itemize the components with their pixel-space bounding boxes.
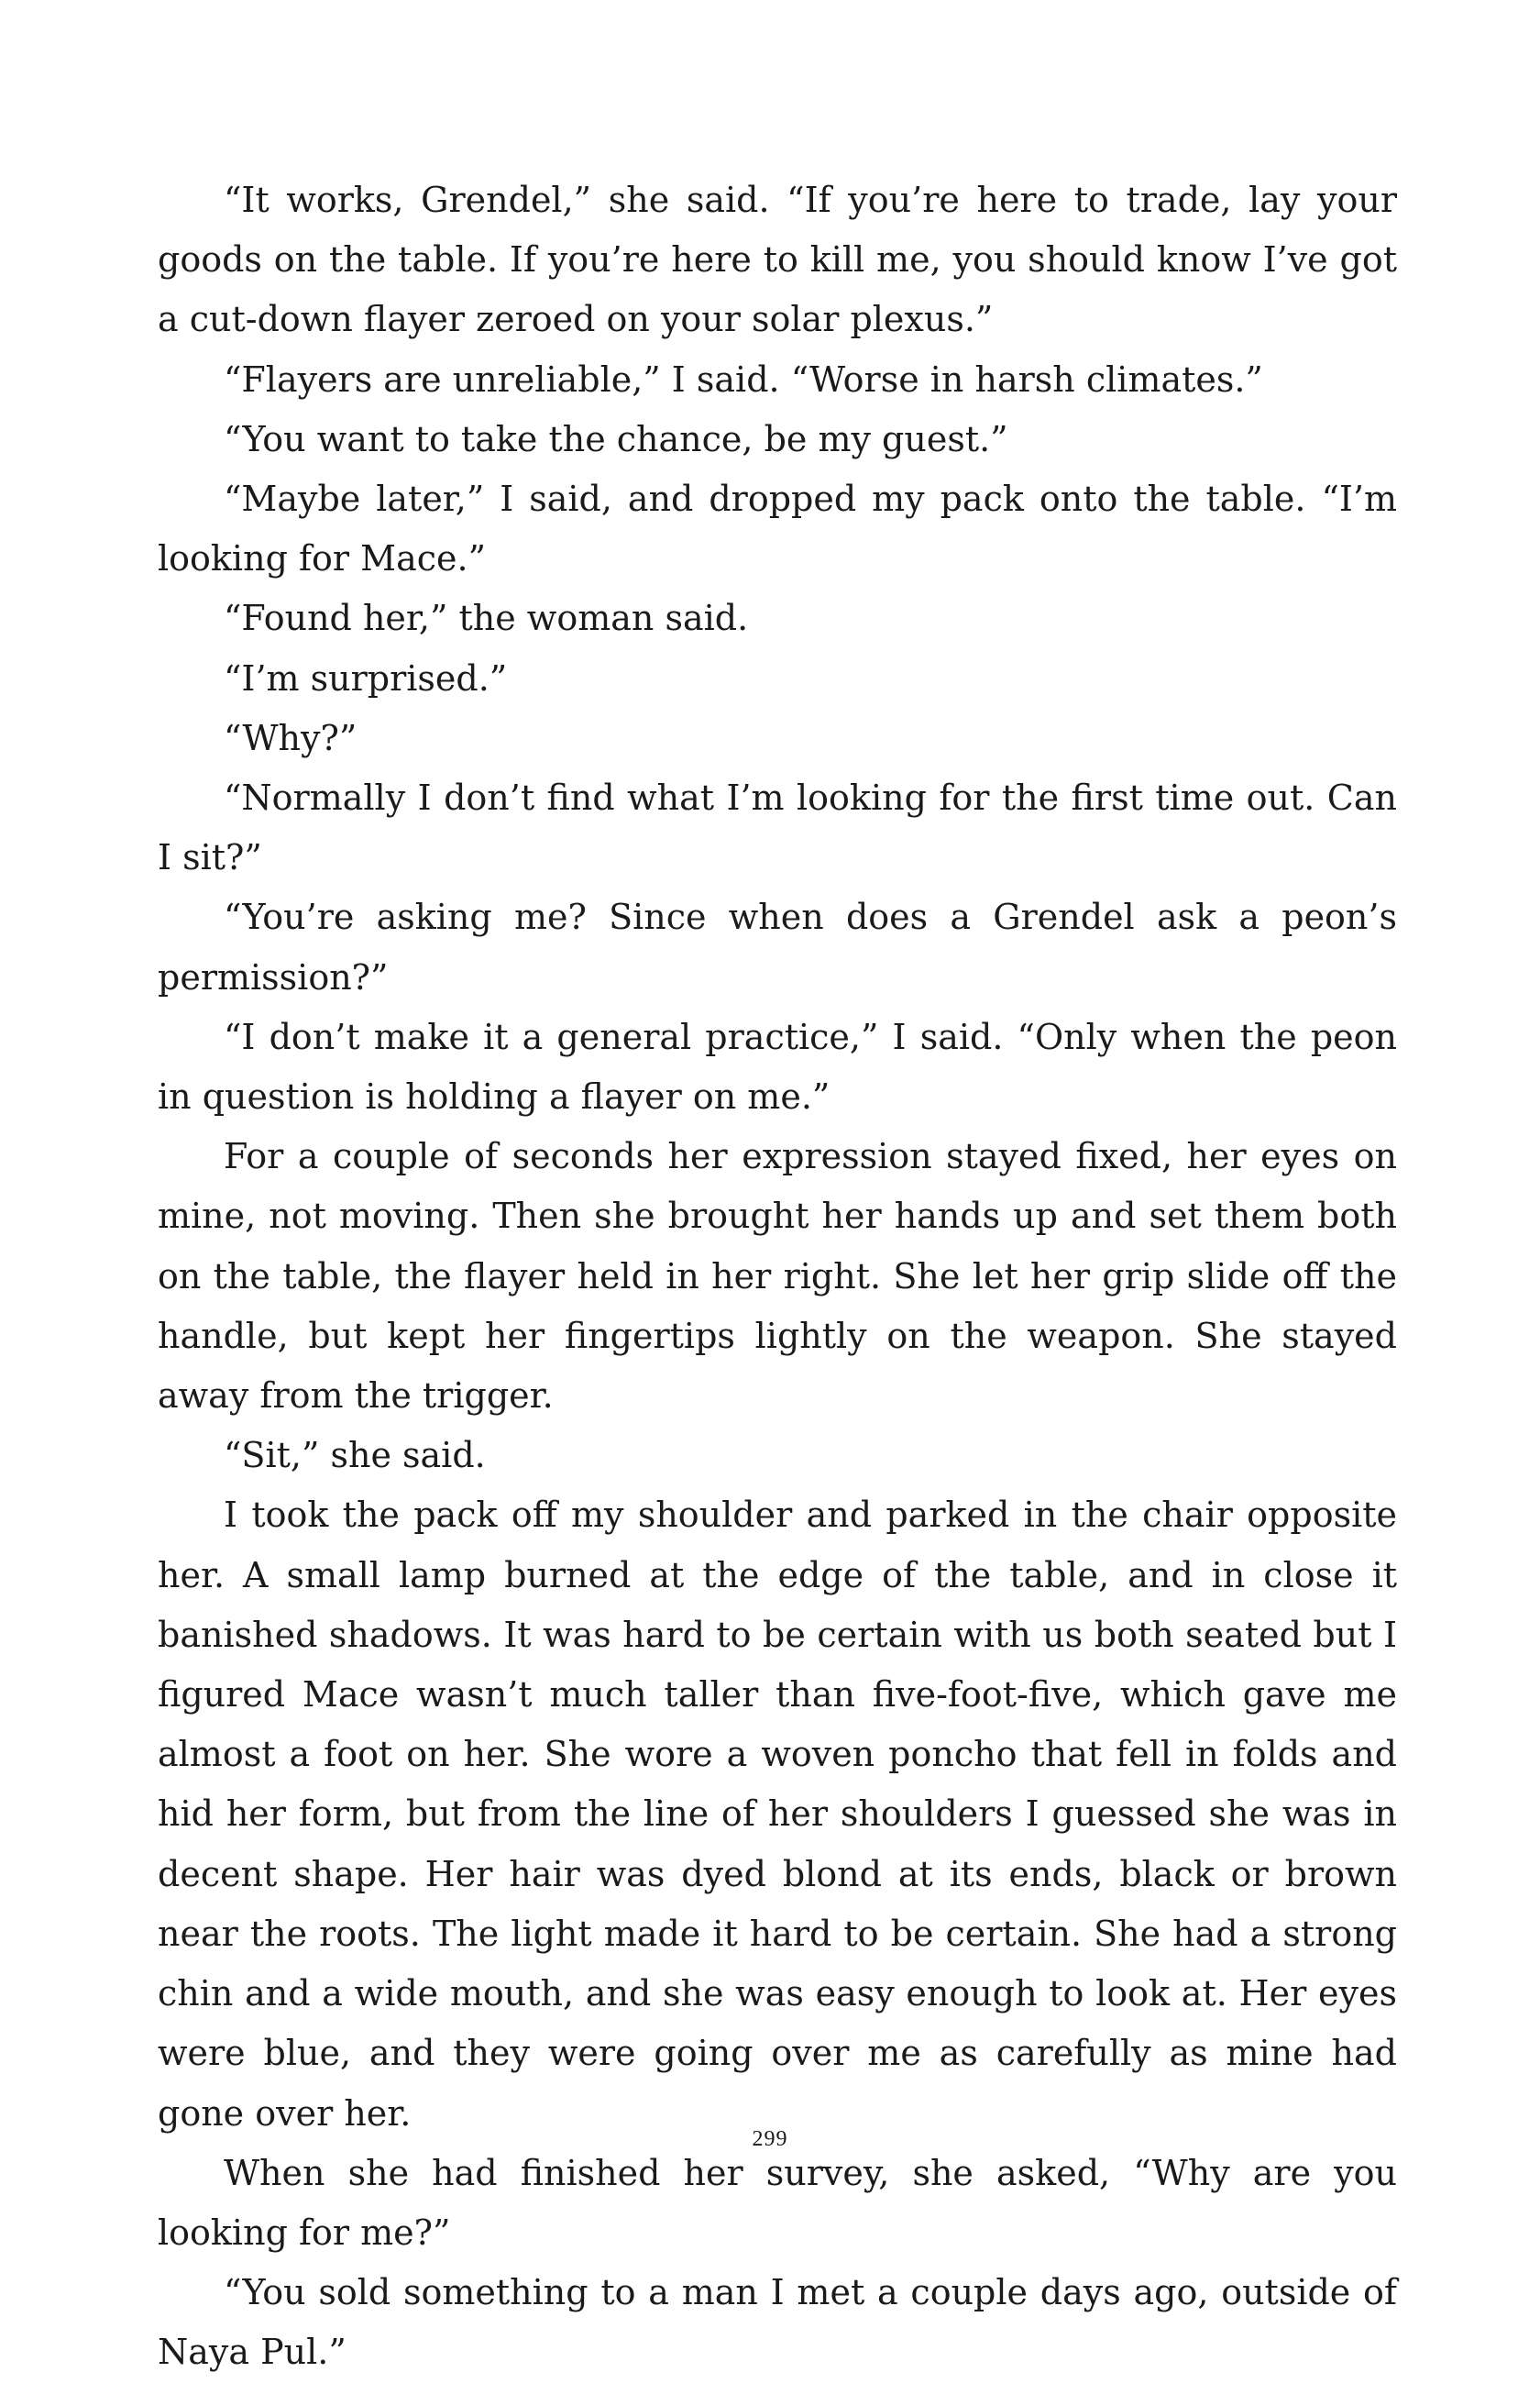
paragraph: “Sit,” she said. (224, 1435, 486, 1476)
paragraph: “You want to take the chance, be my guest.” (224, 418, 1008, 459)
paragraph: I took the pack off my shoulder and parked in the chair opposite her. A small lamp burned at the edge of the table, and in close it banished shadows. It was hard to be certain with us both seated but I figured Mace wasn’t much taller than five-foot-five, which gave me almost a foot on her. She wore a woven poncho that fell in folds and hid her form, but from the line of her shoulders I guessed she was in decent shape. Her hair was dyed blond at its ends, black or brown near the roots. The light made it hard to be certain. She had a strong chin and a wide mouth, and she was easy enough to look at. Her eyes were blue, and they were going over me as carefully as mine had gone over her. (158, 1495, 1397, 2134)
paragraph: “You sold something to a man I met a couple days ago, outside of Naya Pul.” (158, 2272, 1397, 2373)
paragraph: For a couple of seconds her expression stayed fixed, her eyes on mine, not moving. Then she brought her hands up and set them both on the table, the flayer held in her right. She let her grip slide off the handle, but kept her fingertips lightly on the weapon. She stayed away from the trigger. (158, 1136, 1397, 1417)
paragraph: “You’re asking me? Since when does a Grendel ask a peon’s permission?” (158, 897, 1397, 998)
paragraph: “I’m surprised.” (224, 657, 508, 699)
paragraph: “Normally I don’t find what I’m looking for the first time out. Can I sit?” (158, 778, 1397, 878)
paragraph: When she had finished her survey, she asked, “Why are you looking for me?” (158, 2152, 1397, 2253)
page-number: 299 (752, 2127, 788, 2151)
body-text (158, 171, 1397, 2383)
paragraph: “Flayers are unreliable,” I said. “Worse in harsh climates.” (224, 359, 1263, 400)
paragraph: “Found her,” the woman said. (224, 598, 749, 639)
paragraph: “Why?” (224, 717, 358, 758)
paragraph: “Maybe later,” I said, and dropped my pack onto the table. “I’m looking for Mace.” (158, 479, 1397, 579)
paragraph: “It works, Grendel,” she said. “If you’re here to trade, lay your goods on the table. If you’re here to kill me, you should know I’ve got a cut-down flayer zeroed on your solar plexus.” (158, 180, 1397, 340)
paragraph: “I don’t make it a general practice,” I said. “Only when the peon in question is holding a flayer on me.” (158, 1016, 1397, 1118)
